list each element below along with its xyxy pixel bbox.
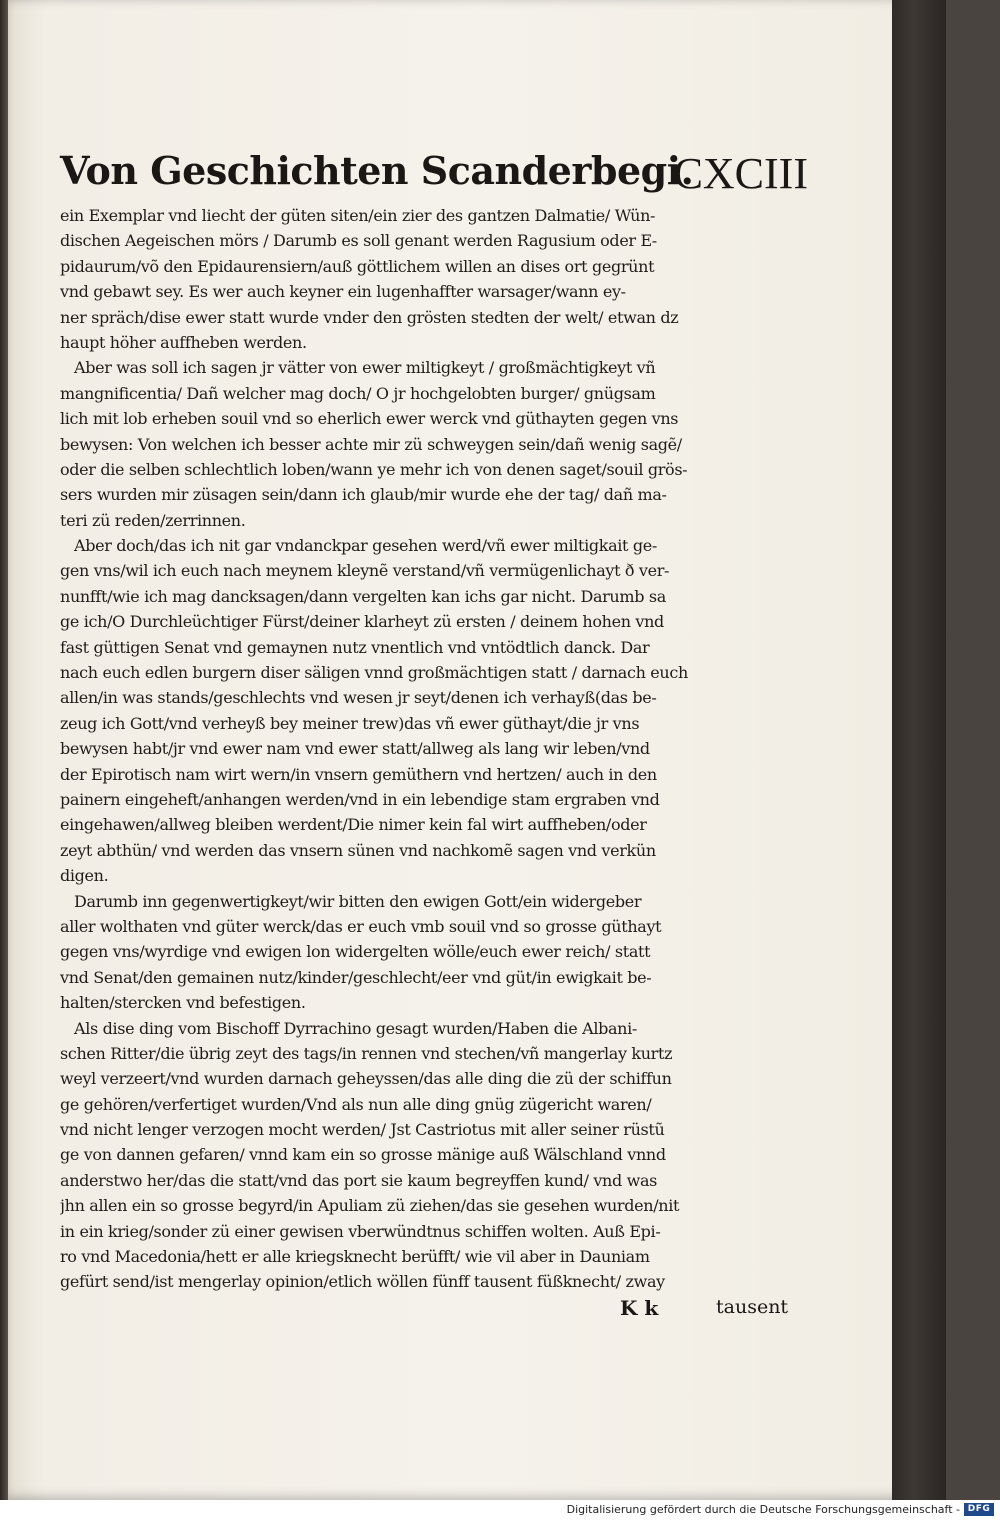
text-line: sers wurden mir züsagen sein/dann ich glaub/mir wurde ehe der tag/ dañ ma‑ bbox=[60, 485, 667, 505]
text-line: ro vnd Macedonia/hett er alle kriegsknecht berüfft/ wie vil aber in Dauniam bbox=[60, 1247, 650, 1267]
text-line: eingehawen/allweg bleiben werdent/Die nimer kein fal wirt auffheben/oder bbox=[60, 815, 647, 835]
text-line: anderstwo her/das die statt/vnd das port sie kaum begreyffen kund/ vnd was bbox=[60, 1170, 658, 1190]
text-line: bewysen habt/jr vnd ewer nam vnd ewer statt/allweg als lang wir leben/vnd bbox=[60, 739, 650, 759]
signature-mark: K k bbox=[620, 1296, 659, 1320]
text-line: ner spräch/dise ewer statt wurde vnder den grösten stedten der welt/ etwan dz bbox=[60, 307, 679, 327]
text-line: teri zü reden/zerrinnen. bbox=[60, 510, 246, 530]
text-line: ge von dannen gefaren/ vnnd kam ein so grosse mänige auß Wälschland vnnd bbox=[60, 1145, 666, 1165]
text-line: aller wolthaten vnd güter werck/das er euch vmb souil vnd so grosse güthayt bbox=[60, 916, 662, 936]
folio-number: CXCIII bbox=[673, 149, 808, 198]
text-line: weyl verzeert/vnd wurden darnach geheyssen/das alle ding die zü der schiffun bbox=[60, 1069, 672, 1089]
text-line: pidaurum/võ den Epidaurensiern/auß göttlichem willen an dises ort gegrünt bbox=[60, 256, 655, 276]
page-edge-shadow bbox=[892, 0, 946, 1500]
page-header bbox=[60, 148, 808, 208]
text-line: vnd nicht lenger verzogen mocht werden/ Jst Castriotus mit aller seiner rüstũ bbox=[60, 1120, 665, 1140]
text-line: ein Exemplar vnd liecht der güten siten/ein zier des gantzen Dalmatie/ Wün‑ bbox=[60, 206, 656, 225]
text-line: Darumb inn gegenwertigkeyt/wir bitten den ewigen Gott/ein widergeber bbox=[74, 891, 642, 911]
text-line: digen. bbox=[60, 866, 109, 886]
text-line: gegen vns/wyrdige vnd ewigen lon widergelten wölle/euch ewer reich/ statt bbox=[60, 942, 651, 962]
text-line: ge ich/O Durchleüchtiger Fürst/deiner klarheyt zü ersten / deinem hohen vnd bbox=[60, 612, 664, 632]
text-line: zeug ich Gott/vnd verheyß bey meiner trew)das vñ ewer güthayt/die jr vns bbox=[60, 713, 640, 733]
text-line: Als dise ding vom Bischoff Dyrrachino gesagt wurden/Haben die Albani‑ bbox=[74, 1018, 637, 1038]
text-line: vnd gebawt sey. Es wer auch keyner ein lugenhaffter warsager/wann ey‑ bbox=[60, 282, 626, 302]
text-line: nach euch edlen burgern diser säligen vnnd großmächtigen statt / darnach euch bbox=[60, 663, 688, 683]
text-line: painern eingeheft/anhangen werden/vnd in ein lebendige stam ergraben vnd bbox=[60, 789, 660, 809]
text-line: vnd Senat/den gemainen nutz/kinder/geschlecht/eer vnd güt/in ewigkait be‑ bbox=[60, 967, 652, 987]
text-line: in ein krieg/sonder zü einer gewisen vberwündtnus schiffen wolten. Auß Epi‑ bbox=[60, 1221, 661, 1241]
running-title: Von Geschichten Scanderbegi. bbox=[60, 148, 694, 193]
catchword: tausent bbox=[716, 1296, 789, 1318]
text-line: bewysen: Von welchen ich besser achte mir zü schweygen sein/dañ wenig sagẽ/ bbox=[60, 434, 682, 454]
text-line: zeyt abthün/ vnd werden das vnsern sünen vnd nachkomẽ sagen vnd verkün bbox=[60, 840, 656, 860]
footer-bar bbox=[0, 1500, 1000, 1521]
text-line: haupt höher auffheben werden. bbox=[60, 332, 307, 352]
text-line: dischen Aegeischen mörs / Darumb es soll genant werden Ragusium oder E‑ bbox=[60, 231, 657, 251]
text-line: schen Ritter/die übrig zeyt des tags/in rennen vnd stechen/vñ mangerlay kurtz bbox=[60, 1043, 673, 1063]
funding-note: Digitalisierung gefördert durch die Deutsche Forschungsgemeinschaft - bbox=[566, 1503, 960, 1516]
book-spine bbox=[0, 0, 8, 1500]
text-line: nunfft/wie ich mag dancksagen/dann vergelten kan ichs gar nicht. Darumb sa bbox=[60, 586, 666, 606]
text-line: gefürt send/ist mengerlay opinion/etlich wöllen fünff tausent füßknecht/ zway bbox=[60, 1272, 665, 1292]
text-line: oder die selben schlechtlich loben/wann ye mehr ich von denen saget/souil grös‑ bbox=[60, 459, 688, 479]
text-line: fast güttigen Senat vnd gemaynen nutz vnentlich vnd vntödtlich danck. Dar bbox=[60, 637, 650, 657]
text-line: Aber was soll ich sagen jr vätter von ewer miltigkeyt / großmächtigkeyt vñ bbox=[74, 358, 656, 378]
text-line: der Epirotisch nam wirt wern/in vnsern gemüthern vnd hertzen/ auch in den bbox=[60, 764, 657, 784]
body-text bbox=[60, 203, 808, 1295]
text-line: allen/in was stands/geschlechts vnd wesen jr seyt/denen ich verhayß(das be‑ bbox=[60, 688, 657, 708]
text-line: lich mit lob erheben souil vnd so eherlich ewer werck vnd güthayten gegen vns bbox=[60, 409, 679, 429]
text-line: mangnificentia/ Dañ welcher mag doch/ O jr hochgelobten burger/ gnügsam bbox=[60, 383, 656, 403]
dfg-logo: DFG bbox=[964, 1503, 994, 1516]
text-line: gen vns/wil ich euch nach meynem kleynẽ verstand/vñ vermügenlichayt ð ver‑ bbox=[60, 561, 670, 581]
text-line: Aber doch/das ich nit gar vndanckpar gesehen werd/vñ ewer miltigkait ge‑ bbox=[74, 536, 657, 556]
text-line: jhn allen ein so grosse begyrd/in Apuliam zü ziehen/das sie gesehen wurden/nit bbox=[60, 1196, 680, 1216]
text-line: halten/stercken vnd befestigen. bbox=[60, 993, 306, 1013]
text-line: ge gehören/verfertiget wurden/Vnd als nun alle ding gnüg zügericht waren/ bbox=[60, 1094, 652, 1114]
